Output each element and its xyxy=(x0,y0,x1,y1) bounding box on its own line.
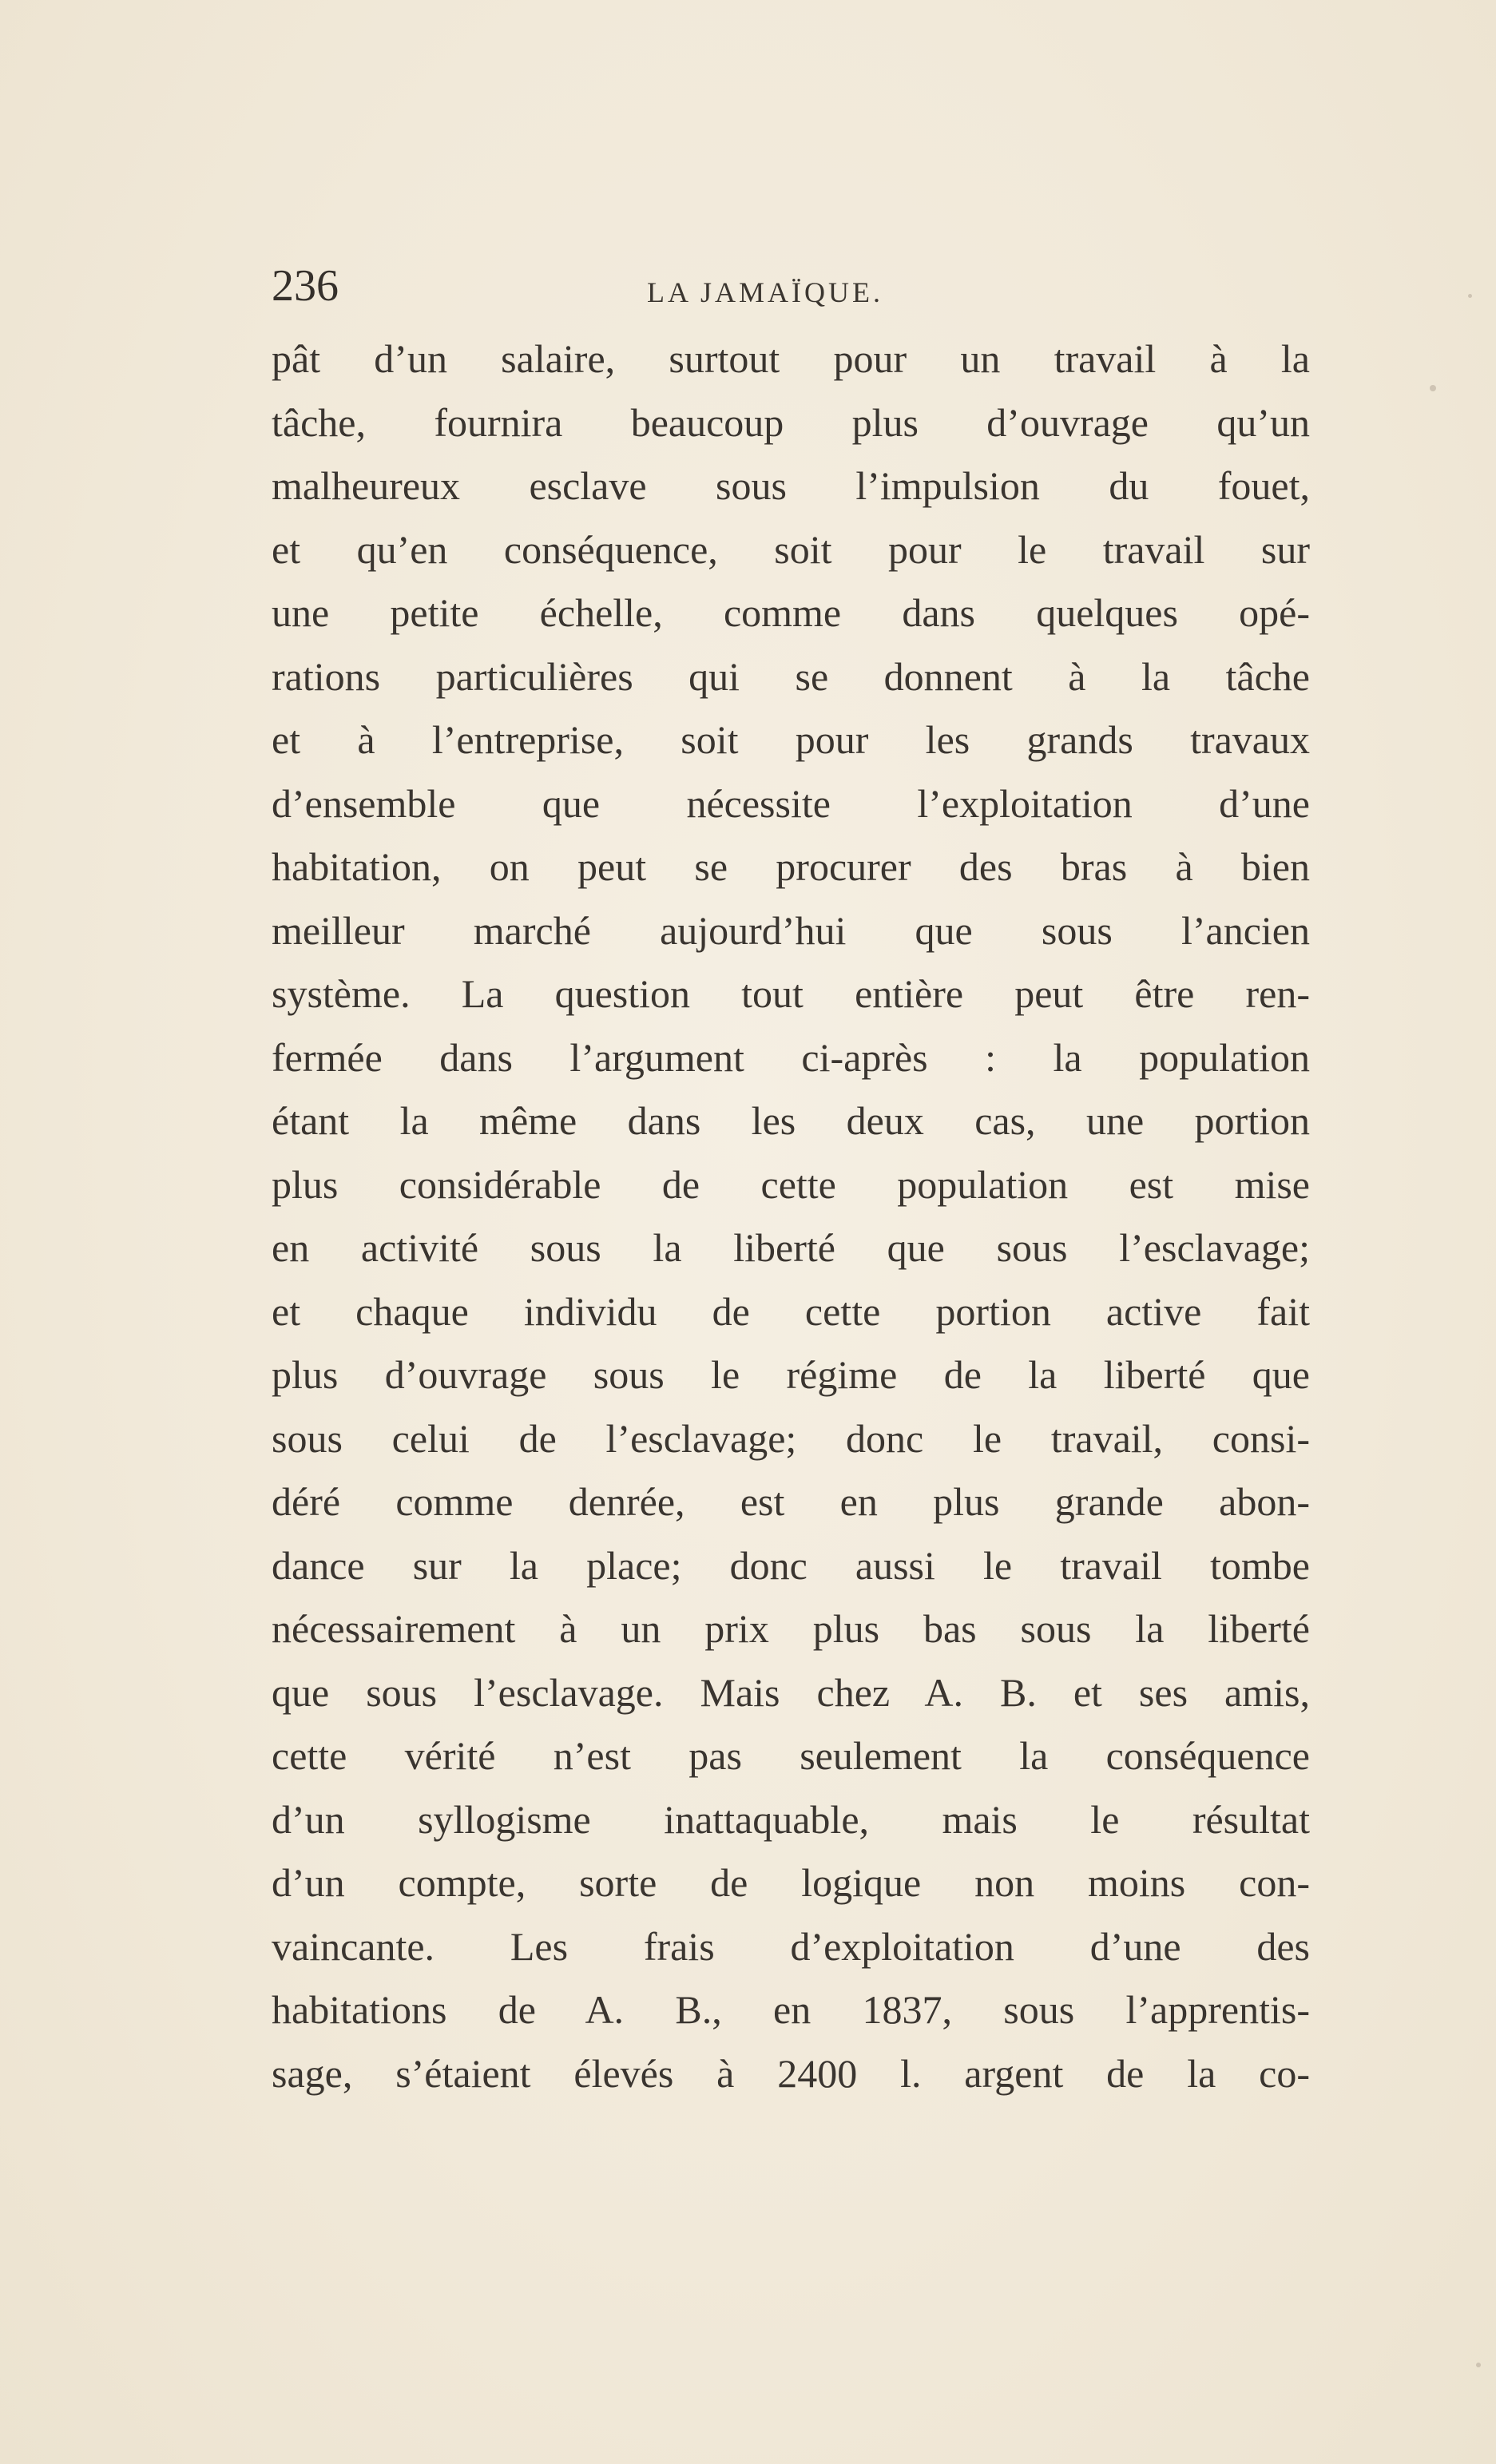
body-text xyxy=(272,327,1310,2105)
text-line: rations particulières qui se donnent à la tâche xyxy=(272,653,1310,699)
text-line: meilleur marché aujourd’hui que sous l’ancien xyxy=(272,907,1310,953)
text-line: et qu’en conséquence, soit pour le travail sur xyxy=(272,526,1310,572)
text-line: pât d’un salaire, surtout pour un travail à la xyxy=(272,336,1310,381)
text-line: plus d’ouvrage sous le régime de la liberté que xyxy=(272,1352,1310,1397)
text-line: une petite échelle, comme dans quelques opé- xyxy=(272,590,1310,635)
text-line: vaincante. Les frais d’exploitation d’une des xyxy=(272,1923,1310,1969)
text-line: malheureux esclave sous l’impulsion du fouet, xyxy=(272,463,1310,508)
text-line: système. La question tout entière peut être ren- xyxy=(272,971,1310,1016)
text-line: que sous l’esclavage. Mais chez A. B. et ses amis, xyxy=(272,1669,1310,1715)
text-line: sage, s’étaient élevés à 2400 l. argent de la co- xyxy=(272,2050,1310,2096)
text-line: en activité sous la liberté que sous l’esclavage; xyxy=(272,1225,1310,1270)
text-line: tâche, fournira beaucoup plus d’ouvrage qu’un xyxy=(272,399,1310,445)
text-line: d’ensemble que nécessite l’exploitation d’une xyxy=(272,780,1310,826)
text-line: d’un compte, sorte de logique non moins con- xyxy=(272,1860,1310,1905)
text-line: étant la même dans les deux cas, une portion xyxy=(272,1098,1310,1143)
text-line: dance sur la place; donc aussi le travail tombe xyxy=(272,1542,1310,1588)
text-line: cette vérité n’est pas seulement la conséquence xyxy=(272,1733,1310,1778)
running-title: LA JAMAÏQUE. xyxy=(647,276,883,308)
text-line: déré comme denrée, est en plus grande abon- xyxy=(272,1479,1310,1524)
text-line: sous celui de l’esclavage; donc le travail, consi- xyxy=(272,1415,1310,1461)
text-line: habitation, on peut se procurer des bras à bien xyxy=(272,844,1310,889)
text-line: d’un syllogisme inattaquable, mais le résultat xyxy=(272,1796,1310,1842)
paper-speck xyxy=(1430,385,1436,391)
paper-speck xyxy=(1468,294,1472,298)
page-header xyxy=(272,254,1310,318)
text-line: nécessairement à un prix plus bas sous la liberté xyxy=(272,1606,1310,1651)
text-line: plus considérable de cette population est mise xyxy=(272,1161,1310,1207)
text-line: et chaque individu de cette portion active fait xyxy=(272,1288,1310,1334)
paper-speck xyxy=(1476,2363,1481,2367)
text-line: habitations de A. B., en 1837, sous l’apprentis- xyxy=(272,1987,1310,2032)
text-line: fermée dans l’argument ci-après : la population xyxy=(272,1034,1310,1080)
page-number: 236 xyxy=(272,261,339,311)
text-line: et à l’entreprise, soit pour les grands travaux xyxy=(272,717,1310,762)
